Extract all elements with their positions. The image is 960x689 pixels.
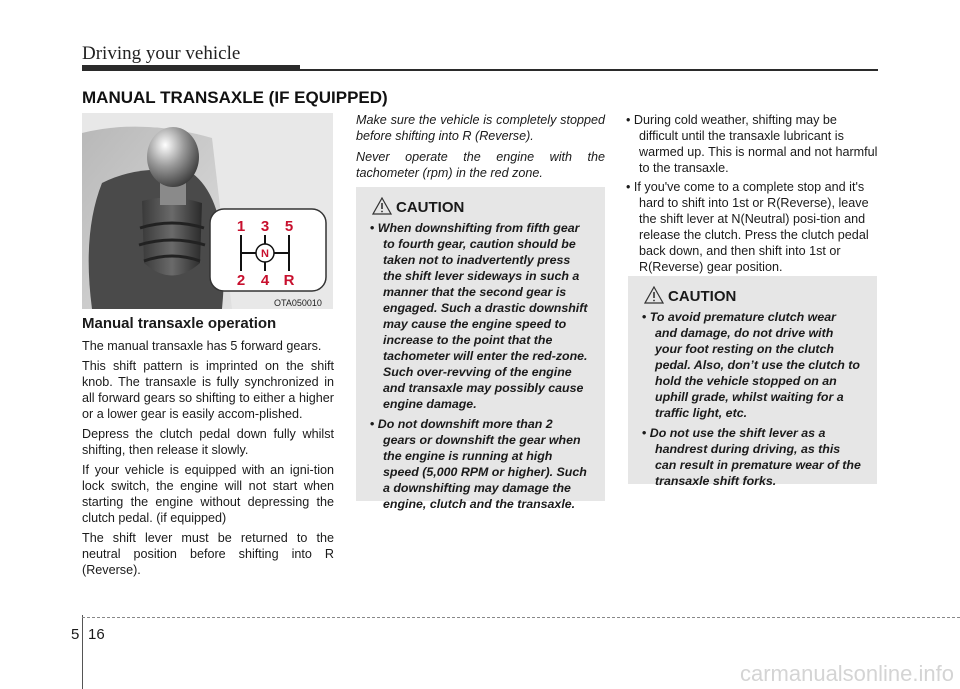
paragraph: This shift pattern is imprinted on the shift knob. The transaxle is fully synchronized in all forward gears so shifting to either a higher or a lower gear is easily accom-plished. bbox=[82, 359, 334, 421]
column-2-notes bbox=[356, 112, 605, 186]
gear-label-4: 4 bbox=[260, 272, 270, 289]
paragraph: The manual transaxle has 5 forward gears. bbox=[82, 339, 322, 353]
caution-title: CAUTION bbox=[396, 199, 465, 216]
caution-list bbox=[628, 309, 877, 489]
paragraph: The shift lever must be returned to the neutral position before shifting into R (Reverse). bbox=[82, 531, 334, 577]
warning-triangle-icon bbox=[372, 197, 392, 215]
footer-divider-vertical bbox=[82, 615, 83, 689]
caution-box-1 bbox=[356, 187, 605, 511]
page-number: 16 bbox=[88, 626, 105, 643]
note-paragraph: Never operate the engine with the tachometer (rpm) in the red zone. bbox=[356, 150, 605, 180]
note-paragraph: Make sure the vehicle is completely stopped before shifting into R (Reverse). bbox=[356, 113, 605, 143]
figure-code: OTA050010 bbox=[274, 298, 322, 308]
gear-label-2: 2 bbox=[236, 272, 246, 289]
paragraph: Depress the clutch pedal down fully whilst shifting, then release it slowly. bbox=[82, 427, 334, 457]
caution-box-2 bbox=[628, 276, 877, 488]
column-1 bbox=[82, 316, 334, 582]
caution-item: • Do not downshift more than 2 gears or downshift the gear when the engine is running at high speed (5,000 RPM or higher). Such a downshifting may damage the engine, clutch and the transaxle. bbox=[370, 416, 589, 512]
bullet-item: • During cold weather, shifting may be difficult until the transaxle lubricant is warmed up. This is normal and not harmful to the transaxle. bbox=[626, 112, 878, 176]
gear-shift-figure bbox=[82, 113, 333, 309]
gear-label-R: R bbox=[283, 272, 295, 289]
section-number: 5 bbox=[71, 626, 80, 643]
caution-item: • Do not use the shift lever as a handrest during driving, as this can result in premature wear of the transaxle shift forks. bbox=[642, 425, 861, 489]
bullet-item: • If you've come to a complete stop and it's hard to shift into 1st or R(Reverse), leave the shift lever at N(Neutral) posi-tion and release the clutch. Press the clutch pedal back down, and then shift into 1st or R(Reverse) gear position. bbox=[626, 179, 878, 275]
gear-label-neutral: N bbox=[261, 248, 269, 260]
subsection-heading: Manual transaxle operation bbox=[82, 315, 277, 332]
gear-shift-illustration bbox=[82, 113, 333, 309]
gear-label-5: 5 bbox=[284, 218, 294, 235]
watermark: carmanualsonline.info bbox=[739, 661, 954, 686]
warning-triangle-icon bbox=[644, 286, 664, 304]
bullet-list bbox=[626, 112, 878, 275]
gear-label-1: 1 bbox=[236, 218, 246, 235]
caution-title: CAUTION bbox=[668, 288, 737, 305]
caution-item: • When downshifting from fifth gear to fourth gear, caution should be taken not to inadvertently press the shift lever sideways in such a manner that the second gear is engaged. Such a drastic downshift may cause the engine speed to increase to the point that the tachometer will enter the red-zone. Such over-revving of the engine and transaxle may possibly cause engine damage. bbox=[370, 220, 589, 412]
section-title: MANUAL TRANSAXLE (IF EQUIPPED) bbox=[82, 88, 388, 107]
header-rule-thin bbox=[300, 69, 878, 71]
gear-label-3: 3 bbox=[260, 218, 270, 235]
caution-item: • To avoid premature clutch wear and damage, do not drive with your foot resting on the clutch pedal. Also, don’t use the clutch to hold the vehicle stopped on an uphill grade, whilst waiting for a traffic light, etc. bbox=[642, 309, 861, 421]
column-3 bbox=[626, 112, 878, 278]
chapter-title: Driving your vehicle bbox=[82, 43, 241, 64]
caution-list bbox=[356, 220, 605, 512]
header-rule-thick bbox=[82, 65, 300, 71]
footer-divider-horizontal bbox=[82, 617, 960, 618]
paragraph: If your vehicle is equipped with an igni-tion lock switch, the engine will not start when starting the engine without depressing the clutch pedal. (if equipped) bbox=[82, 463, 334, 525]
